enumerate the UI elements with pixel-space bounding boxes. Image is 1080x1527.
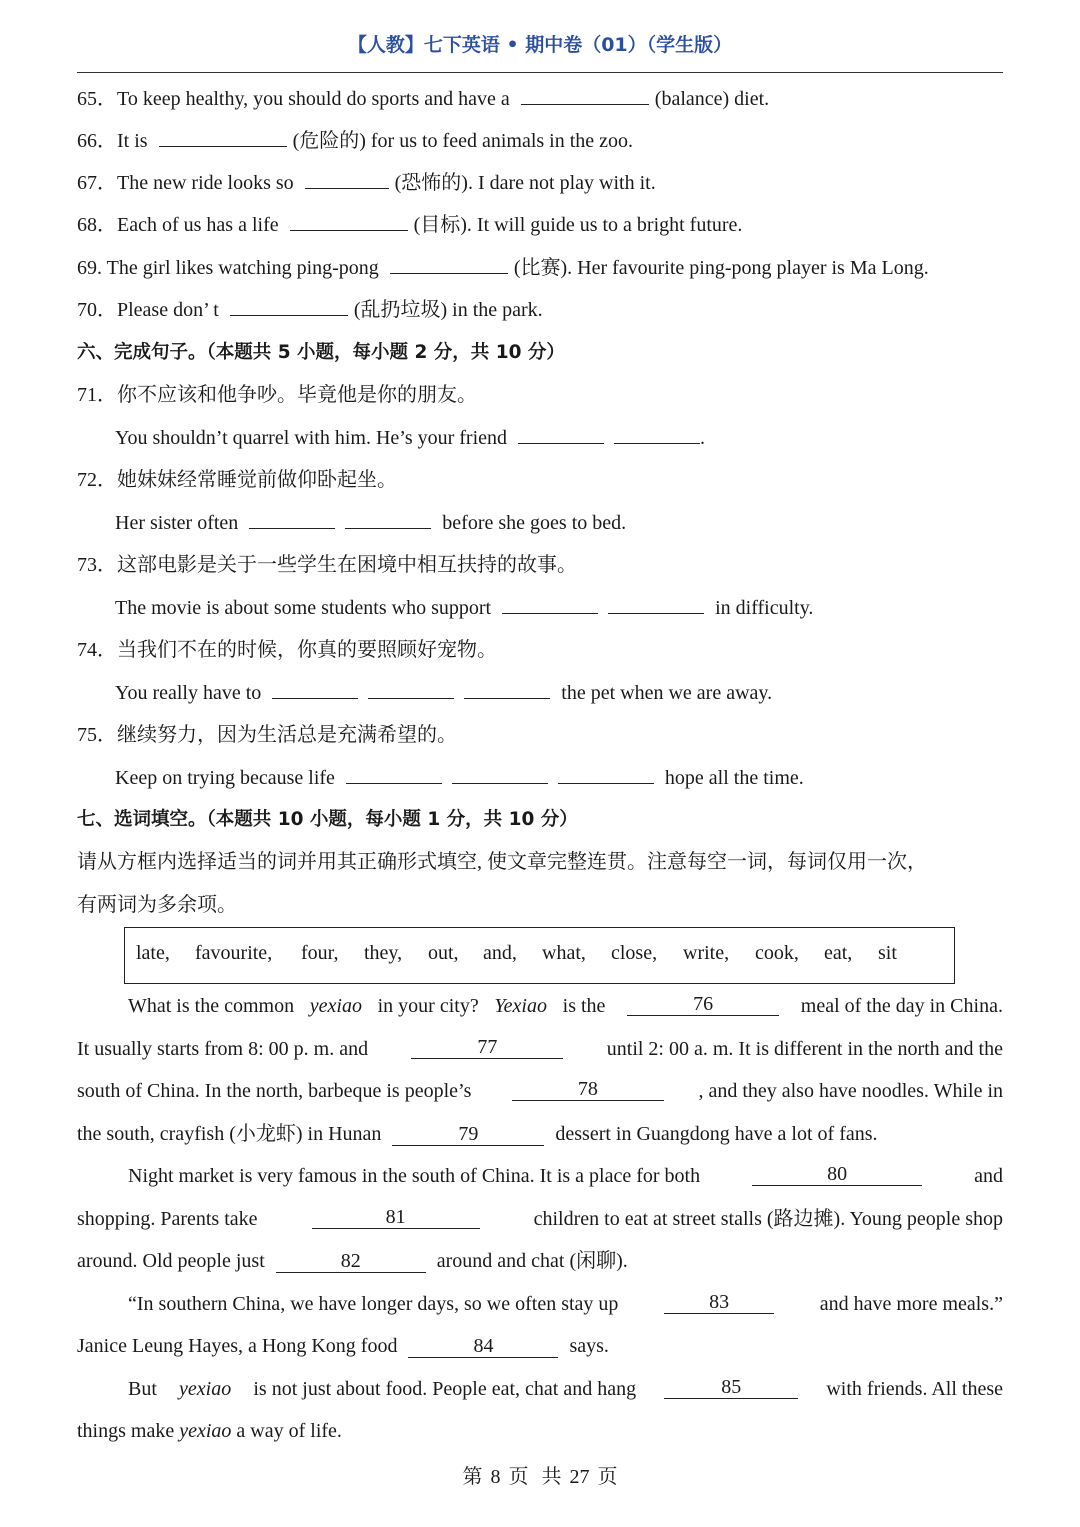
answer-blank[interactable]: [230, 297, 348, 316]
question-hint: (balance) diet.: [654, 88, 770, 110]
question-chinese: 这部电影是关于一些学生在困境中相互扶持的故事。: [117, 554, 577, 576]
question-chinese: 她妹妹经常睡觉前做仰卧起坐。: [117, 469, 397, 491]
passage-text: south of China. In the north, barbeque is people’s: [77, 1080, 472, 1102]
passage-line: [77, 1418, 342, 1444]
question-number: 72．: [77, 469, 117, 491]
numbered-blank-81[interactable]: 81: [312, 1206, 480, 1229]
question-chinese: 当我们不在的时候，你真的要照顾好宠物。: [117, 639, 497, 661]
question-67: [77, 170, 656, 196]
question-66: [77, 128, 633, 154]
sentence-start: Keep on trying because life: [115, 767, 335, 789]
passage-text: with friends. All these: [826, 1378, 1003, 1400]
word-bank-item: and,: [483, 942, 517, 964]
question-number: 66．: [77, 130, 117, 152]
passage-text: dessert in Guangdong have a lot of fans.: [555, 1123, 878, 1145]
question-74-cn: [77, 637, 497, 663]
passage-text: meal of the day in China.: [800, 995, 1003, 1017]
word-bank-item: out,: [428, 942, 459, 964]
passage-text: until 2: 00 a. m. It is different in the north and the: [606, 1038, 1003, 1060]
numbered-blank-76[interactable]: 76: [627, 993, 779, 1016]
question-number: 67．: [77, 172, 117, 194]
question-70: [77, 297, 543, 323]
passage-line: [128, 1291, 1003, 1317]
question-number: 74．: [77, 639, 117, 661]
section-7-title: 七、选词填空。（本题共 10 小题，每小题 1 分，共 10 分）: [77, 809, 578, 830]
question-number: 69.: [77, 257, 102, 279]
section-6-title: 六、完成句子。（本题共 5 小题，每小题 2 分，共 10 分）: [77, 342, 565, 363]
passage-line: [128, 1163, 1003, 1189]
answer-blank[interactable]: [272, 680, 358, 699]
question-72-cn: [77, 467, 397, 493]
answer-blank[interactable]: [502, 595, 598, 614]
instruction-line-2: 有两词为多余项。: [77, 894, 237, 916]
sentence-end: the pet when we are away.: [561, 682, 773, 704]
question-text: Each of us has a life: [117, 214, 279, 236]
question-69: [77, 255, 929, 281]
total-pages: 27: [569, 1466, 590, 1488]
question-chinese: 继续努力，因为生活总是充满希望的。: [117, 724, 457, 746]
question-71-en: [115, 425, 705, 451]
question-hint: (危险的) for us to feed animals in the zoo.: [292, 130, 634, 152]
answer-blank[interactable]: [290, 212, 408, 231]
word-bank-item: four,: [301, 942, 339, 964]
numbered-blank-84[interactable]: 84: [408, 1335, 558, 1358]
footer-text: 页: [597, 1466, 618, 1488]
question-number: 68．: [77, 214, 117, 236]
passage-text: is the: [562, 995, 606, 1017]
page-footer: [0, 1460, 1080, 1489]
answer-blank[interactable]: [345, 510, 431, 529]
passage-line: [77, 1248, 628, 1274]
answer-blank[interactable]: [608, 595, 704, 614]
passage-text: says.: [569, 1335, 609, 1357]
question-number: 70．: [77, 299, 117, 321]
sentence-end: in difficulty.: [715, 597, 814, 619]
word-bank-item: sit: [878, 942, 897, 964]
answer-blank[interactable]: [464, 680, 550, 699]
passage-text: things make: [77, 1420, 175, 1442]
question-number: 65．: [77, 88, 117, 110]
question-72-en: [115, 510, 626, 536]
question-73-cn: [77, 552, 577, 578]
passage-text: and: [974, 1165, 1003, 1187]
question-75-cn: [77, 722, 457, 748]
question-text: It is: [117, 130, 148, 152]
sentence-start: Her sister often: [115, 512, 239, 534]
passage-text: yexiao: [309, 995, 362, 1017]
passage-line: [77, 1333, 609, 1359]
sentence-start: You really have to: [115, 682, 262, 704]
passage-text: around. Old people just: [77, 1250, 265, 1272]
question-74-en: [115, 680, 772, 706]
answer-blank[interactable]: [346, 765, 442, 784]
passage-text: is not just about food. People eat, chat and hang: [253, 1378, 637, 1400]
passage-text: a way of life.: [236, 1420, 342, 1442]
passage-text: Night market is very famous in the south of China. It is a place for both: [128, 1165, 701, 1187]
numbered-blank-80[interactable]: 80: [752, 1163, 922, 1186]
numbered-blank-78[interactable]: 78: [512, 1078, 664, 1101]
numbered-blank-83[interactable]: 83: [664, 1291, 774, 1314]
sentence-start: The movie is about some students who support: [115, 597, 492, 619]
footer-text: 页: [508, 1466, 529, 1488]
passage-text: children to eat at street stalls (路边摊). Young people shop: [533, 1208, 1003, 1230]
sentence-end: hope all the time.: [664, 767, 804, 789]
answer-blank[interactable]: [305, 170, 389, 189]
passage-line: [77, 1206, 1003, 1232]
header-rule: [77, 72, 1003, 73]
passage-text: But: [128, 1378, 157, 1400]
question-hint: (乱扔垃圾) in the park.: [353, 299, 543, 321]
question-hint: (目标). It will guide us to a bright future.: [413, 214, 743, 236]
answer-blank[interactable]: [390, 255, 508, 274]
numbered-blank-77[interactable]: 77: [411, 1036, 563, 1059]
passage-text: , and they also have noodles. While in: [698, 1080, 1003, 1102]
passage-line: [77, 1078, 1003, 1104]
question-text: Please don’ t: [117, 299, 219, 321]
question-number: 73．: [77, 554, 117, 576]
question-68: [77, 212, 742, 238]
word-bank-item: cook,: [755, 942, 799, 964]
passage-line: [128, 1376, 1003, 1402]
question-hint: (恐怖的). I dare not play with it.: [394, 172, 656, 194]
passage-text: “In southern China, we have longer days, so we often stay up: [128, 1293, 619, 1315]
passage-text: yexiao: [179, 1420, 232, 1442]
word-bank-item: write,: [683, 942, 730, 964]
passage-text: in your city?: [377, 995, 479, 1017]
page-number: 8: [490, 1466, 501, 1488]
sentence-end: .: [700, 427, 706, 449]
sentence-start: You shouldn’t quarrel with him. He’s your friend: [115, 427, 508, 449]
question-hint: (比赛). Her favourite ping-pong player is Ma Long.: [513, 257, 929, 279]
passage-text: the south, crayfish (小龙虾) in Hunan: [77, 1123, 382, 1145]
passage-text: around and chat (闲聊).: [436, 1250, 628, 1272]
word-bank-item: what,: [542, 942, 586, 964]
word-bank-item: close,: [611, 942, 658, 964]
footer-text: 共: [541, 1466, 562, 1488]
question-text: The girl likes watching ping-pong: [106, 257, 379, 279]
answer-blank[interactable]: [249, 510, 335, 529]
passage-text: Janice Leung Hayes, a Hong Kong food: [77, 1335, 398, 1357]
passage-line: [77, 1121, 878, 1147]
page-header-title: 【人教】七下英语 • 期中卷（01）（学生版）: [347, 34, 733, 56]
passage-text: shopping. Parents take: [77, 1208, 258, 1230]
answer-blank[interactable]: [558, 765, 654, 784]
passage-text: What is the common: [128, 995, 295, 1017]
question-number: 75．: [77, 724, 117, 746]
question-65: [77, 86, 769, 112]
footer-text: 第: [462, 1466, 483, 1488]
passage-text: It usually starts from 8: 00 p. m. and: [77, 1038, 369, 1060]
passage-text: yexiao: [179, 1378, 232, 1400]
question-chinese: 你不应该和他争吵。毕竟他是你的朋友。: [117, 384, 477, 406]
passage-text: and have more meals.”: [819, 1293, 1003, 1315]
numbered-blank-79[interactable]: 79: [392, 1123, 544, 1146]
instruction-line-1: 请从方框内选择适当的词并用其正确形式填空, 使文章完整连贯。注意每空一词，每词仅用一次，: [77, 851, 927, 873]
answer-blank[interactable]: [521, 86, 649, 105]
word-bank-item: they,: [364, 942, 403, 964]
sentence-end: before she goes to bed.: [442, 512, 627, 534]
word-bank-item: favourite,: [195, 942, 273, 964]
question-75-en: [115, 765, 804, 791]
answer-blank[interactable]: [614, 425, 700, 444]
word-bank-box: [124, 927, 955, 984]
numbered-blank-85[interactable]: 85: [664, 1376, 798, 1399]
passage-text: Yexiao: [494, 995, 547, 1017]
question-text: To keep healthy, you should do sports and have a: [117, 88, 510, 110]
word-bank-item: eat,: [824, 942, 853, 964]
answer-blank[interactable]: [159, 128, 287, 147]
word-bank-item: late,: [136, 942, 170, 964]
answer-blank[interactable]: [518, 425, 604, 444]
question-71-cn: [77, 382, 477, 408]
numbered-blank-82[interactable]: 82: [276, 1250, 426, 1273]
answer-blank[interactable]: [368, 680, 454, 699]
passage-line: [77, 1036, 1003, 1062]
answer-blank[interactable]: [452, 765, 548, 784]
question-number: 71．: [77, 384, 117, 406]
passage-line: [128, 993, 1003, 1019]
question-text: The new ride looks so: [117, 172, 294, 194]
question-73-en: [115, 595, 813, 621]
